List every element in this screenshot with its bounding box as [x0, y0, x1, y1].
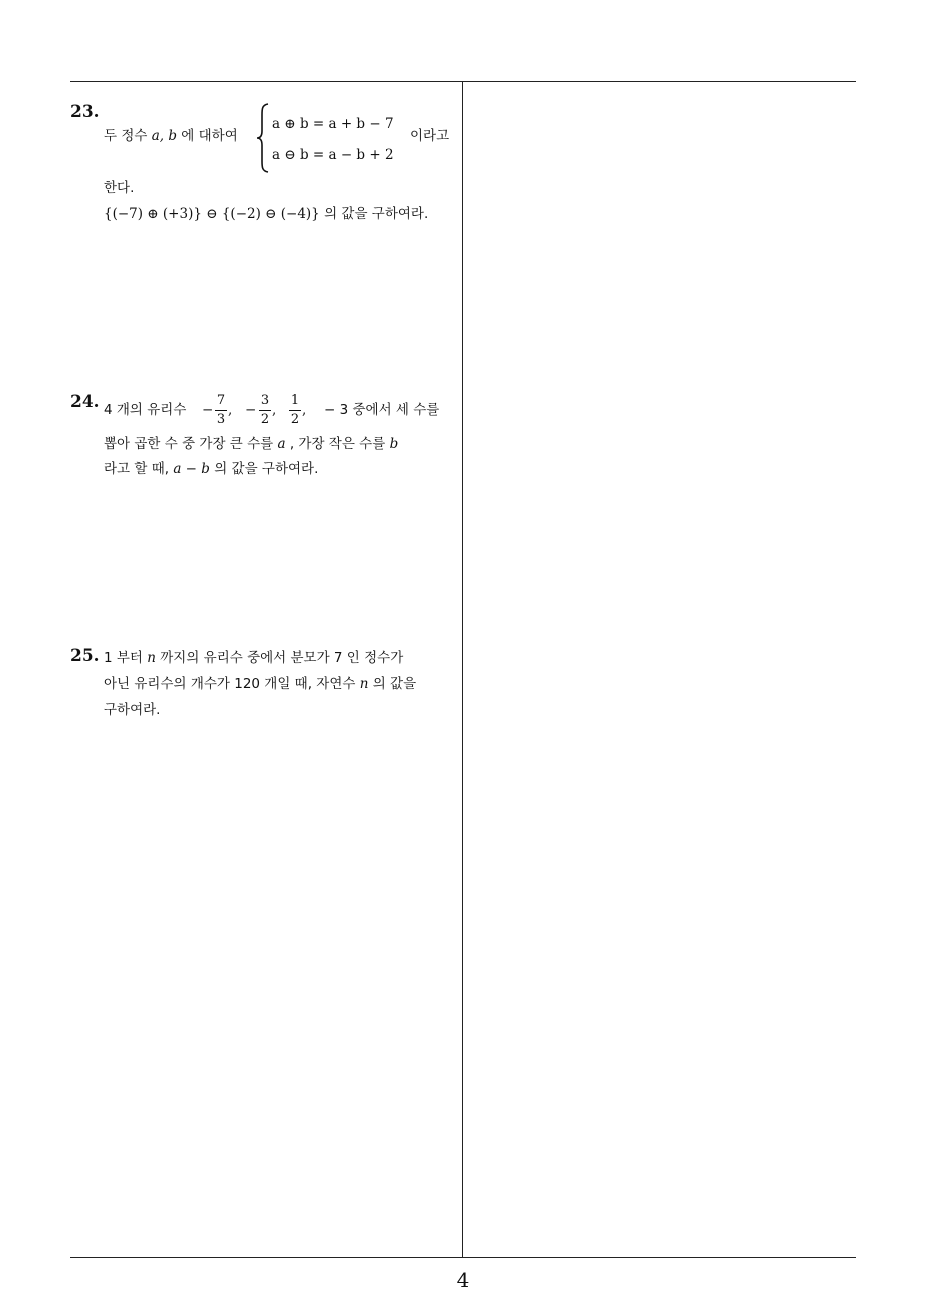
text: 의 값을: [368, 676, 417, 692]
header-rule: [70, 81, 856, 82]
equation-oplus: a ⊕ b = a + b − 7: [272, 116, 394, 132]
math-var: a: [277, 436, 286, 452]
text: 의 값을 구하여라.: [319, 206, 429, 222]
text: 라고 할 때,: [104, 461, 174, 477]
question-number: 25.: [70, 646, 100, 666]
comma: ,: [228, 402, 233, 418]
math-var: n: [359, 676, 369, 692]
question-text-tail: 이라고: [410, 128, 450, 144]
column-divider: [462, 82, 463, 1258]
question-text-line: [104, 124, 238, 148]
left-brace: [256, 103, 270, 173]
text: 아닌 유리수의 개수가 120 개일 때, 자연수: [104, 676, 360, 692]
numerator: 3: [260, 393, 270, 408]
minus-sign: −: [245, 402, 257, 418]
math-expression: a − b: [173, 461, 210, 477]
question-text-line: [104, 646, 403, 670]
question-text-line: 구하여라.: [104, 702, 161, 718]
text: , 가장 작은 수를: [285, 436, 390, 452]
text: 1 부터: [104, 650, 148, 666]
question-text-line: [104, 457, 318, 481]
question-text-line: [104, 672, 416, 696]
text: 뽑아 곱한 수 중 가장 큰 수를: [104, 436, 278, 452]
denominator: 3: [216, 412, 226, 427]
fraction-1-2: [289, 393, 301, 428]
text: 두 정수: [104, 128, 152, 144]
text: 에 대하여: [177, 128, 238, 144]
denominator: 2: [260, 412, 270, 427]
text: 의 값을 구하여라.: [209, 461, 319, 477]
comma: ,: [302, 402, 307, 418]
fraction-bar: [215, 410, 227, 411]
math-vars: a, b: [151, 128, 177, 144]
math-var: n: [147, 650, 156, 666]
text: 까지의 유리수 중에서 분모가 7 인 정수가: [155, 650, 404, 666]
math-expression: {(−7) ⊕ (+3)} ⊖ {(−2) ⊖ (−4)}: [104, 206, 320, 222]
numerator: 7: [216, 393, 226, 408]
comma: ,: [272, 402, 277, 418]
fraction-bar: [259, 410, 271, 411]
fraction-bar: [289, 410, 301, 411]
footer-rule: [70, 1257, 856, 1258]
fraction-7-3: [215, 393, 227, 428]
numerator: 1: [290, 393, 300, 408]
minus-sign: −: [202, 402, 214, 418]
question-number: 23.: [70, 102, 100, 122]
question-text-line: [104, 432, 398, 456]
math-var: b: [389, 436, 399, 452]
page-number: 4: [456, 1268, 470, 1292]
fraction-3-2: [259, 393, 271, 428]
question-text-line: 4 개의 유리수: [104, 402, 187, 418]
denominator: 2: [290, 412, 300, 427]
question-number: 24.: [70, 392, 100, 412]
equation-ominus: a ⊖ b = a − b + 2: [272, 147, 394, 163]
question-text-line: 한다.: [104, 180, 135, 196]
question-text-line: [104, 202, 428, 226]
question-text-line: − 3 중에서 세 수를: [324, 402, 440, 418]
